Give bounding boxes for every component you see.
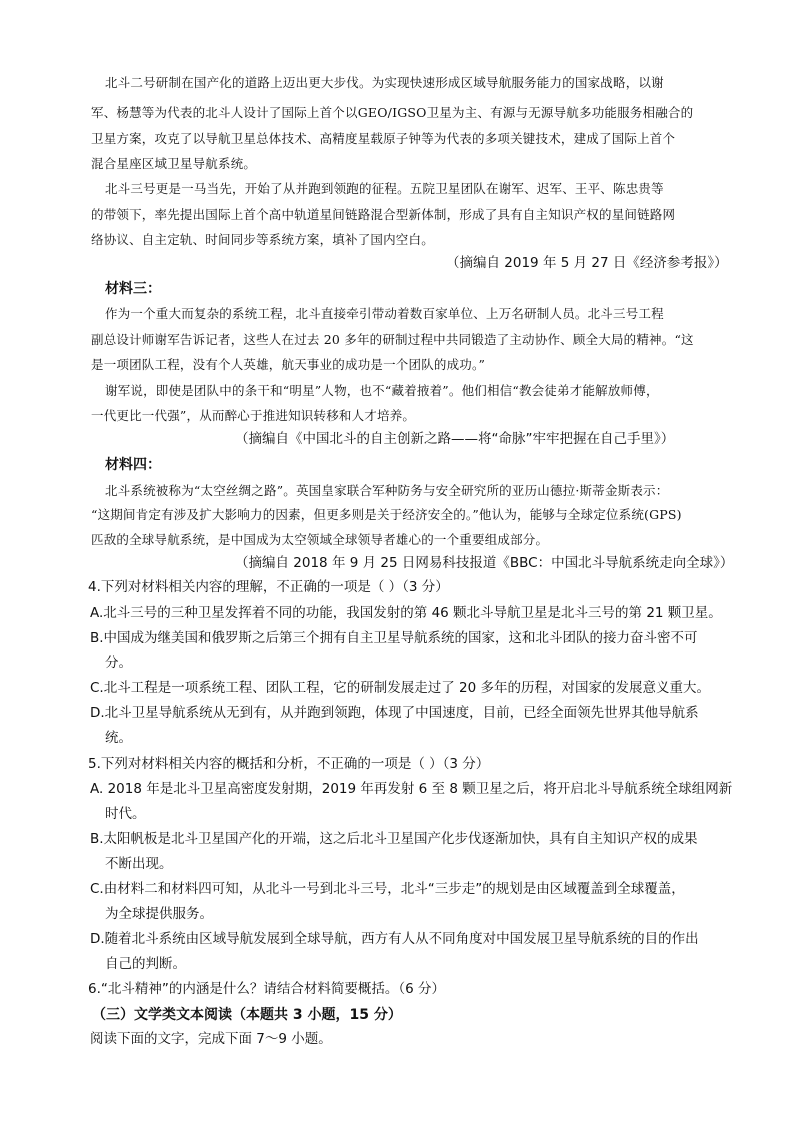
section-title: （三）文学类文本阅读（本题共 3 小题，15 分）: [92, 1007, 402, 1023]
option-a: A. 2018 年是北斗卫星高密度发射期，2019 年再发射 6 至 8 颗卫星之后，将开启北斗导航系统全球组网新: [90, 781, 733, 797]
text-line: 的带领下，率先提出国际上首个高中轨道星间链路混合型新体制，形成了具有自主知识产权的星间链路网: [91, 207, 676, 222]
option-c: C.北斗工程是一项系统工程、团队工程，它的研制发展走过了 20 多年的历程，对国家的发展意义重大。: [90, 680, 710, 696]
option-b: B.中国成为继美国和俄罗斯之后第三个拥有自主卫星导航系统的国家，这和北斗团队的接力奋斗密不可: [90, 630, 698, 646]
text-line: 北斗系统被称为“太空丝绸之路”。英国皇家联合军种防务与安全研究所的亚历山德拉·斯蒂金斯表示：: [105, 483, 669, 498]
option-b: B.太阳帆板是北斗卫星国产化的开端，这之后北斗卫星国产化步伐逐渐加快，具有自主知识产权的成果: [90, 831, 698, 847]
option-d: D.北斗卫星导航系统从无到有，从并跑到领跑，体现了中国速度，目前，已经全面领先世界其他导航系: [90, 705, 699, 721]
material-3-heading: 材料三：: [105, 281, 161, 297]
source-citation: （摘编自 2018 年 9 月 25 日网易科技报道《BBC：中国北斗导航系统走向全球》）: [235, 555, 734, 571]
text-line: 一代更比一代强”，从而醉心于推进知识转移和人才培养。: [91, 408, 416, 423]
option-d-cont: 自己的判断。: [105, 956, 186, 972]
source-citation: （摘编自《中国北斗的自主创新之路——将“命脉”牢牢把握在自己手里》）: [235, 431, 675, 447]
source-citation: （摘编自 2019 年 5 月 27 日《经济参考报》）: [446, 255, 728, 271]
text-line: 络协议、自主定轨、时间同步等系统方案，填补了国内空白。: [91, 232, 434, 247]
option-d: D.随着北斗系统由区域导航发展到全球导航，西方有人从不同角度对中国发展卫星导航系统的目的作出: [90, 931, 699, 947]
question-stem: 4.下列对材料相关内容的理解，不正确的一项是（ ）（3 分）: [88, 579, 449, 595]
text-line: 作为一个重大而复杂的系统工程，北斗直接牵引带动着数百家单位、上万名研制人员。北斗三号工程: [105, 306, 664, 321]
option-c-cont: 为全球提供服务。: [105, 906, 213, 922]
material-4-heading: 材料四：: [105, 457, 161, 473]
option-c: C.由材料二和材料四可知，从北斗一号到北斗三号，北斗“三步走”的规划是由区域覆盖到全球覆盖，: [90, 881, 685, 897]
text-line: 卫星方案，攻克了以导航卫星总体技术、高精度星载原子钟等为代表的多项关键技术，建成了国际上首个: [91, 131, 676, 146]
text-line: 军、杨慧等为代表的北斗人设计了国际上首个以GEO/IGSO卫星为主、有源与无源导航多功能服务相融合的: [91, 105, 694, 120]
option-b-cont: 分。: [105, 655, 132, 671]
text-line: 北斗三号更是一马当先，开始了从并跑到领跑的征程。五院卫星团队在谢军、迟军、王平、陈忠贵等: [105, 181, 664, 196]
question-stem: 5.下列对材料相关内容的概括和分析，不正确的一项是（ ）（3 分）: [88, 756, 490, 772]
option-a: A.北斗三号的三种卫星发挥着不同的功能，我国发射的第 46 颗北斗导航卫星是北斗三号的第 21 颗卫星。: [90, 605, 722, 621]
question-6: 6.“北斗精神”的内涵是什么？请结合材料简要概括。（6 分）: [88, 981, 445, 997]
text-line: 北斗二号研制在国产化的道路上迈出更大步伐。为实现快速形成区域导航服务能力的国家战略，以谢: [105, 75, 664, 90]
text-line: “这期间肯定有涉及扩大影响力的因素，但更多则是关于经济安全的。”他认为，能够与全球定位系统(GPS): [91, 507, 682, 522]
section-instruction: 阅读下面的文字，完成下面 7～9 小题。: [90, 1031, 332, 1047]
text-line: 是一项团队工程，没有个人英雄，航天事业的成功是一个团队的成功。”: [91, 357, 486, 372]
option-a-cont: 时代。: [105, 806, 146, 822]
option-d-cont: 统。: [105, 730, 132, 746]
text-line: 匹敌的全球导航系统，是中国成为太空领域全球领导者雄心的一个重要组成部分。: [91, 532, 549, 547]
text-line: 谢军说，即使是团队中的条干和“明星”人物，也不“藏着掖着”。他们相信“教会徒弟才能解放师傅，: [105, 383, 659, 398]
option-b-cont: 不断出现。: [105, 856, 173, 872]
text-line: 副总设计师谢军告诉记者，这些人在过去 20 多年的研制过程中共同锻造了主动协作、顾全大局的精神。“这: [91, 332, 694, 347]
text-line: 混合星座区域卫星导航系统。: [91, 156, 257, 171]
